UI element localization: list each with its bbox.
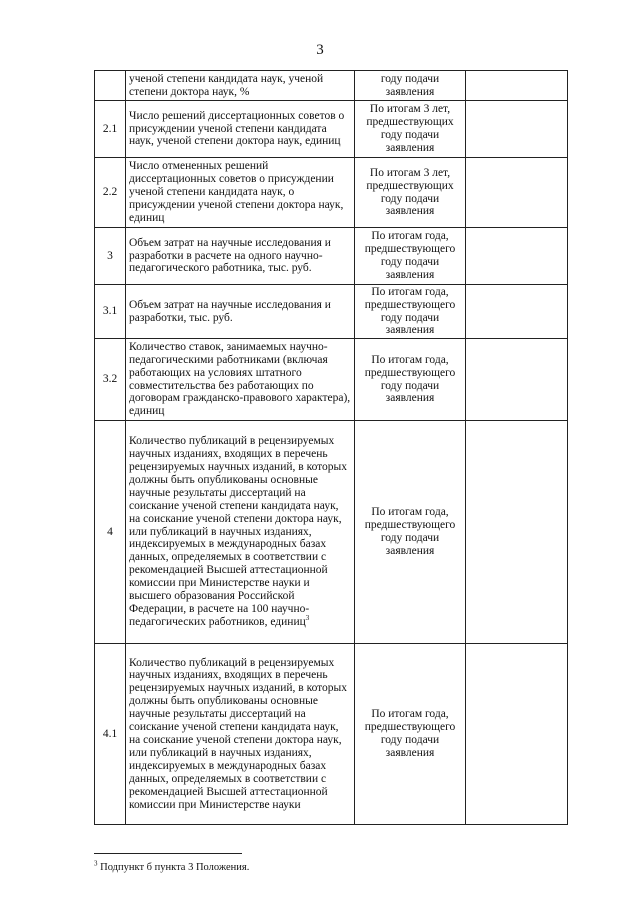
footnote — [94, 859, 250, 873]
row-number: 3 — [95, 228, 126, 285]
table-row — [95, 339, 568, 421]
period-text: По итогам года, предшествующего году подачи заявления — [355, 285, 466, 339]
value-cell — [466, 71, 568, 101]
footnote-reference: 3 — [305, 614, 310, 623]
indicator-text: Количество публикаций в рецензируемых научных изданиях, входящих в перечень рецензируемых научных изданий, в которых должны быть опубликованы основные научные результаты диссертаций на соискание ученой степени кандидата наук, на соискание ученой степени доктора наук, или публикаций в научных изданиях, индексируемых в международных базах данных, определяемых в соответствии с рекомендацией Высшей аттестационной комиссии при Министерстве науки и высшего образования Российской Федерации, в расчете на 100 научно-педагогических работников, единиц — [129, 435, 348, 628]
row-number: 3.1 — [95, 285, 126, 339]
value-cell — [466, 158, 568, 228]
row-number: 3.2 — [95, 339, 126, 421]
value-cell — [466, 228, 568, 285]
row-number: 2.1 — [95, 101, 126, 158]
period-text: По итогам 3 лет, предшествующих году подачи заявления — [355, 101, 466, 158]
table-row — [95, 421, 568, 644]
period-text: году подачи заявления — [355, 71, 466, 101]
indicator-text: Количество публикаций в рецензируемых научных изданиях, входящих в перечень рецензируемых научных изданий, в которых должны быть опубликованы основные научные результаты диссертаций на соискание ученой степени кандидата наук, на соискание ученой степени доктора наук, или публикаций в научных изданиях, индексируемых в международных базах данных, определяемых в соответствии с рекомендацией Высшей аттестационной комиссии при Министерстве науки — [126, 644, 355, 825]
row-number: 4.1 — [95, 644, 126, 825]
value-cell — [466, 421, 568, 644]
indicator-text: ученой степени кандидата наук, ученой степени доктора наук, % — [126, 71, 355, 101]
row-number: 2.2 — [95, 158, 126, 228]
page-number: 3 — [316, 42, 324, 58]
table-row — [95, 644, 568, 825]
table-row — [95, 228, 568, 285]
indicator-text: Число отмененных решений диссертационных советов о присуждении ученой степени кандидата наук, о присуждении ученой степени доктора наук, единиц — [126, 158, 355, 228]
indicator-cell — [126, 421, 355, 644]
table-row — [95, 285, 568, 339]
value-cell — [466, 101, 568, 158]
value-cell — [466, 339, 568, 421]
indicator-text: Объем затрат на научные исследования и разработки в расчете на одного научно-педагогического работника, тыс. руб. — [126, 228, 355, 285]
period-text: По итогам года, предшествующего году подачи заявления — [355, 228, 466, 285]
footnote-divider — [94, 853, 242, 854]
footnote-mark: 3 — [94, 859, 98, 868]
indicator-text: Число решений диссертационных советов о присуждении ученой степени кандидата наук, ученой степени доктора наук, единиц — [126, 101, 355, 158]
period-text: По итогам 3 лет, предшествующих году подачи заявления — [355, 158, 466, 228]
table-row — [95, 158, 568, 228]
period-text: По итогам года, предшествующего году подачи заявления — [355, 339, 466, 421]
period-text: По итогам года, предшествующего году подачи заявления — [355, 644, 466, 825]
row-number: 4 — [95, 421, 126, 644]
table-row — [95, 101, 568, 158]
footnote-text: Подпункт б пункта 3 Положения. — [100, 862, 250, 873]
value-cell — [466, 285, 568, 339]
indicator-text: Объем затрат на научные исследования и разработки, тыс. руб. — [126, 285, 355, 339]
indicator-text: Количество ставок, занимаемых научно-педагогическими работниками (включая работающих на условиях штатного совместительства без работающих по договорам гражданско-правового характера), единиц — [126, 339, 355, 421]
table-row — [95, 71, 568, 101]
criteria-table — [94, 70, 568, 825]
value-cell — [466, 644, 568, 825]
row-number — [95, 71, 126, 101]
period-text: По итогам года, предшествующего году подачи заявления — [355, 421, 466, 644]
